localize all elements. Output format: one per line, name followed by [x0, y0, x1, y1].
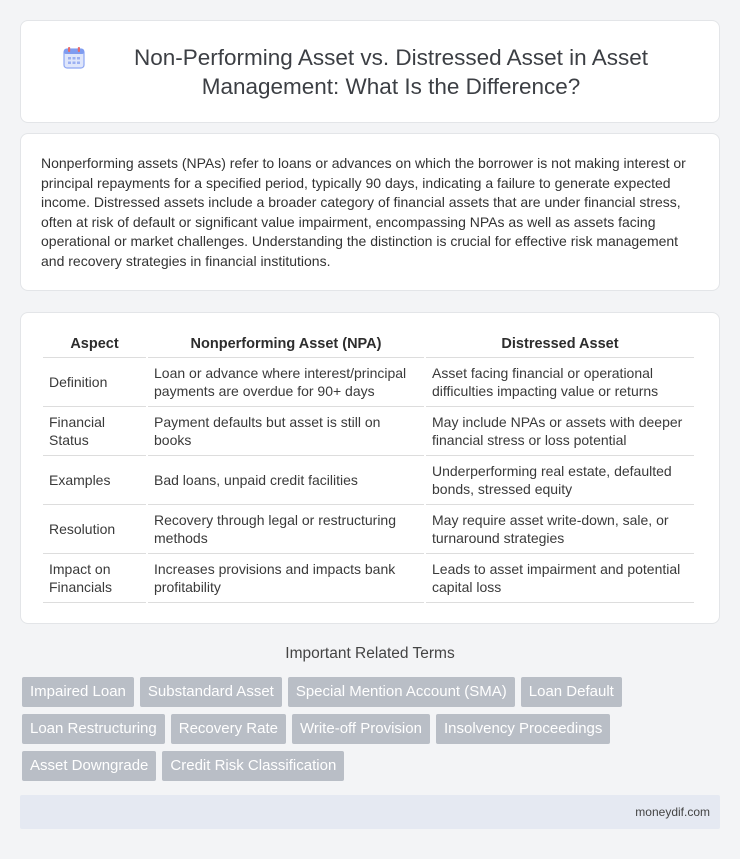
related-term-tag[interactable]: Write-off Provision	[292, 714, 430, 744]
table-cell-distressed: May require asset write-down, sale, or turnaround strategies	[426, 505, 694, 554]
comparison-table-card	[20, 312, 720, 624]
related-term-tag[interactable]: Substandard Asset	[140, 677, 282, 707]
footer	[20, 795, 720, 829]
table-cell-npa: Loan or advance where interest/principal payments are overdue for 90+ days	[148, 358, 424, 407]
table-cell-distressed: Underperforming real estate, defaulted bonds, stressed equity	[426, 456, 694, 505]
table-cell-npa: Increases provisions and impacts bank profitability	[148, 554, 424, 603]
table-cell-aspect: Definition	[43, 358, 146, 407]
related-term-tag[interactable]: Special Mention Account (SMA)	[288, 677, 515, 707]
table-cell-aspect: Resolution	[43, 505, 146, 554]
table-row	[43, 505, 694, 554]
column-header-aspect: Aspect	[43, 331, 146, 358]
table-cell-npa: Recovery through legal or restructuring methods	[148, 505, 424, 554]
intro-card	[20, 133, 720, 291]
table-row	[43, 358, 694, 407]
table-row	[43, 407, 694, 456]
header-card	[20, 20, 720, 123]
title-row	[21, 21, 719, 122]
footer-site-link[interactable]: moneydif.com	[635, 805, 710, 819]
page-title: Non-Performing Asset vs. Distressed Asset in Asset Management: What Is the Difference?	[134, 44, 648, 99]
related-term-tag[interactable]: Loan Restructuring	[22, 714, 165, 744]
table-row	[43, 554, 694, 603]
calendar-icon	[61, 45, 87, 71]
table-cell-distressed: Leads to asset impairment and potential capital loss	[426, 554, 694, 603]
table-cell-npa: Bad loans, unpaid credit facilities	[148, 456, 424, 505]
table-row	[43, 456, 694, 505]
column-header-npa: Nonperforming Asset (NPA)	[148, 331, 424, 358]
related-terms-tags	[22, 677, 722, 788]
table-cell-aspect: Impact on Financials	[43, 554, 146, 603]
intro-paragraph: Nonperforming assets (NPAs) refer to loans or advances on which the borrower is not making interest or principal repayments for a specified period, typically 90 days, indicating a failure to generate expected income. Distressed assets include a broader category of financial assets that are under financial stress, often at risk of default or significant value impairment, encompassing NPAs as well as assets facing operational or market challenges. Understanding the distinction is crucial for effective risk management and recovery strategies in financial institutions.	[41, 155, 686, 269]
related-term-tag[interactable]: Insolvency Proceedings	[436, 714, 610, 744]
related-terms-title: Important Related Terms	[285, 645, 455, 662]
table-cell-npa: Payment defaults but asset is still on books	[148, 407, 424, 456]
table-cell-aspect: Examples	[43, 456, 146, 505]
table-cell-aspect: Financial Status	[43, 407, 146, 456]
related-term-tag[interactable]: Asset Downgrade	[22, 751, 156, 781]
related-term-tag[interactable]: Loan Default	[521, 677, 622, 707]
table-cell-distressed: May include NPAs or assets with deeper financial stress or loss potential	[426, 407, 694, 456]
table-header-row	[43, 331, 694, 358]
column-header-distressed: Distressed Asset	[426, 331, 694, 358]
related-term-tag[interactable]: Recovery Rate	[171, 714, 286, 744]
related-term-tag[interactable]: Impaired Loan	[22, 677, 134, 707]
table-cell-distressed: Asset facing financial or operational difficulties impacting value or returns	[426, 358, 694, 407]
comparison-table	[41, 331, 696, 603]
related-term-tag[interactable]: Credit Risk Classification	[162, 751, 344, 781]
